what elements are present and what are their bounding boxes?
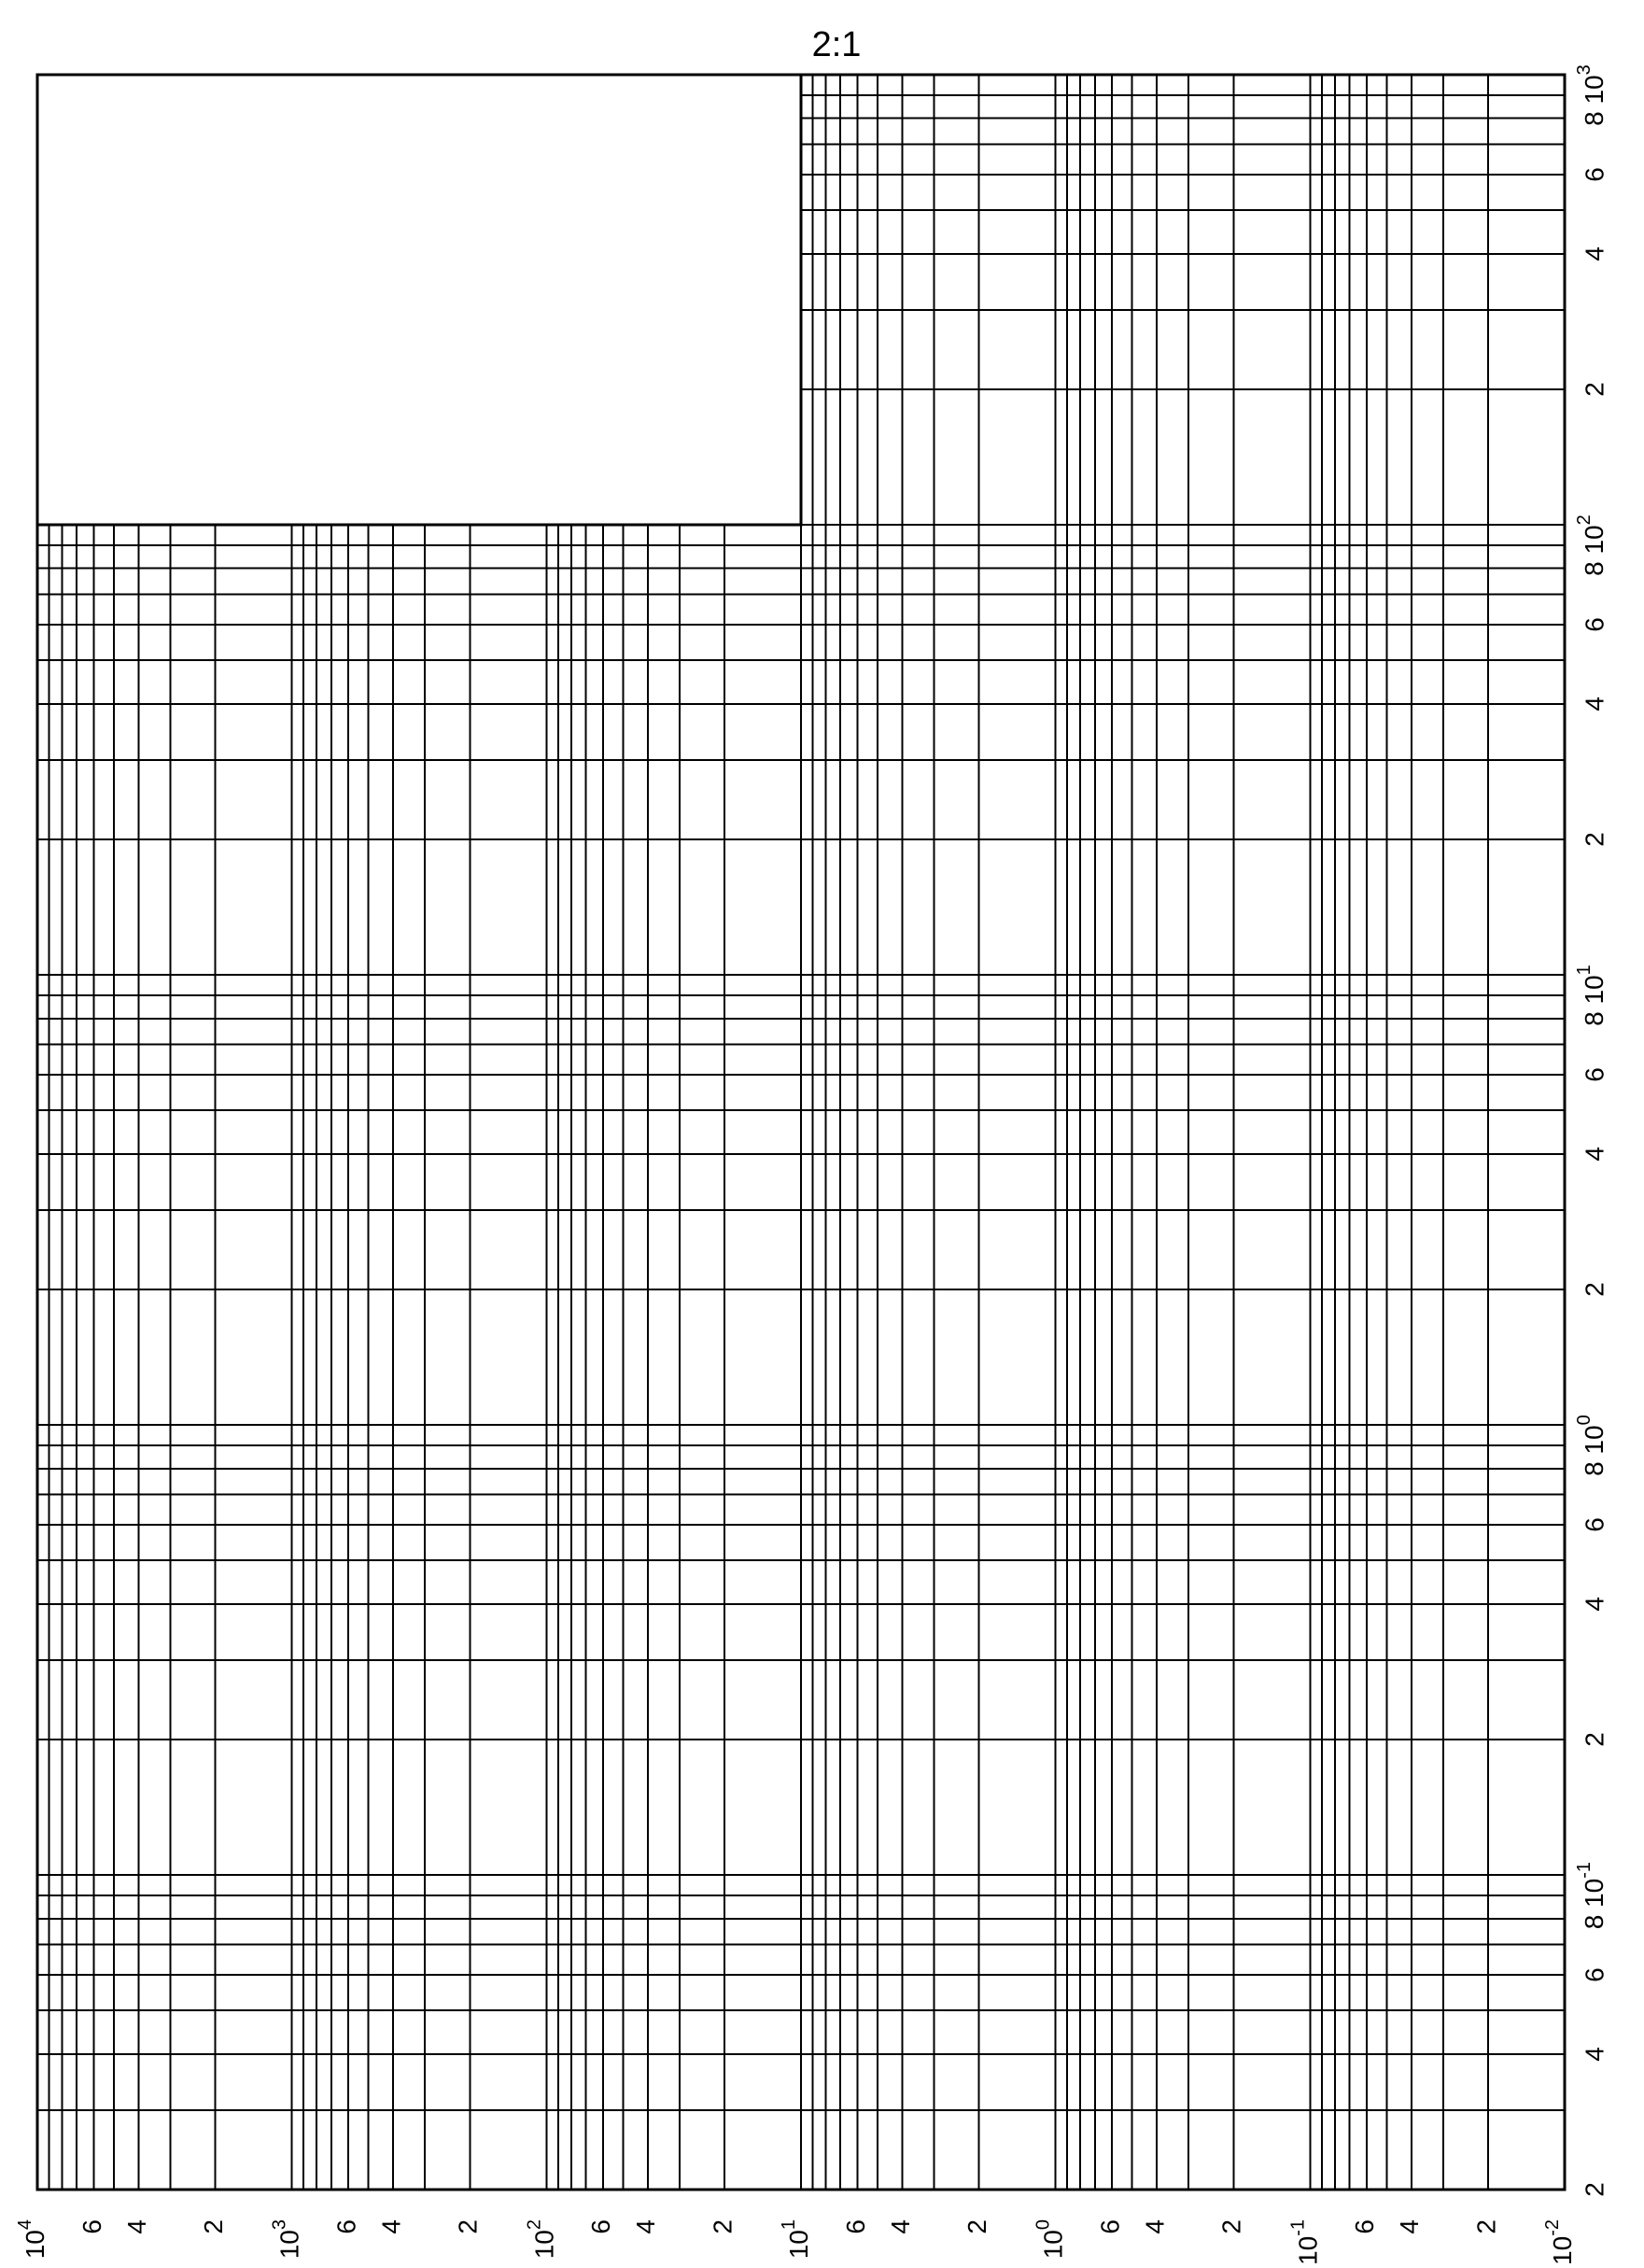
y-tick-label-6: 6 [1580,1517,1609,1532]
x-tick-label-1: 6 [77,2219,106,2234]
y-tick-label-14: 6 [1580,617,1609,632]
y-tick-label-2: 6 [1580,1967,1609,1982]
x-tick-label-20: $10^{-1}$ [1287,2219,1323,2265]
y-tick-label-18: 6 [1580,167,1609,182]
x-tick-label-11: 2 [708,2219,738,2234]
x-tick-label-8: $10^2$ [524,2219,559,2260]
x-tick-label-23: 2 [1471,2219,1501,2234]
x-tick-label-10: 4 [631,2219,661,2234]
y-tick-labels [1574,64,1609,2197]
x-tick-label-22: 4 [1395,2219,1425,2234]
y-tick-label-13: 4 [1580,697,1609,711]
x-tick-label-0: $10^4$ [15,2219,50,2260]
x-tick-label-14: 4 [885,2219,915,2234]
x-tick-labels [15,2219,1577,2265]
y-tick-label-16: 2 [1580,382,1609,397]
x-tick-label-24: $10^{-2}$ [1542,2219,1578,2265]
y-tick-label-3: 8 $10^{-1}$ [1574,1861,1609,1930]
y-tick-label-0: 2 [1580,2182,1609,2197]
y-tick-label-5: 4 [1580,1597,1609,1612]
y-tick-label-10: 6 [1580,1067,1609,1082]
chart-title: 2:1 [811,25,862,64]
x-tick-label-7: 2 [453,2219,483,2234]
x-tick-label-5: 6 [331,2219,361,2234]
y-tick-label-7: 8 $10^0$ [1574,1415,1609,1476]
y-tick-label-4: 2 [1580,1732,1609,1747]
y-tick-label-11: 8 $10^1$ [1574,965,1609,1026]
y-tick-label-9: 4 [1580,1147,1609,1162]
y-tick-label-17: 4 [1580,247,1609,261]
y-tick-label-8: 2 [1580,1282,1609,1297]
x-tick-label-9: 6 [586,2219,616,2234]
y-tick-label-15: 8 $10^2$ [1574,514,1609,576]
x-tick-label-21: 6 [1350,2219,1380,2234]
blank-corner-box [37,75,801,525]
x-tick-label-3: 2 [198,2219,228,2234]
x-tick-label-18: 4 [1140,2219,1170,2234]
x-tick-label-19: 2 [1216,2219,1246,2234]
x-tick-label-15: 2 [962,2219,991,2234]
y-tick-label-19: 8 $10^3$ [1574,64,1609,126]
x-tick-label-2: 4 [121,2219,151,2234]
x-tick-label-13: 6 [840,2219,870,2234]
x-tick-label-6: 4 [376,2219,406,2234]
x-tick-label-4: $10^3$ [269,2219,305,2260]
x-tick-label-16: $10^0$ [1033,2219,1069,2260]
y-tick-label-12: 2 [1580,832,1609,847]
x-tick-label-17: 6 [1095,2219,1125,2234]
y-tick-label-1: 4 [1580,2047,1609,2062]
x-tick-label-12: $10^1$ [779,2219,814,2260]
